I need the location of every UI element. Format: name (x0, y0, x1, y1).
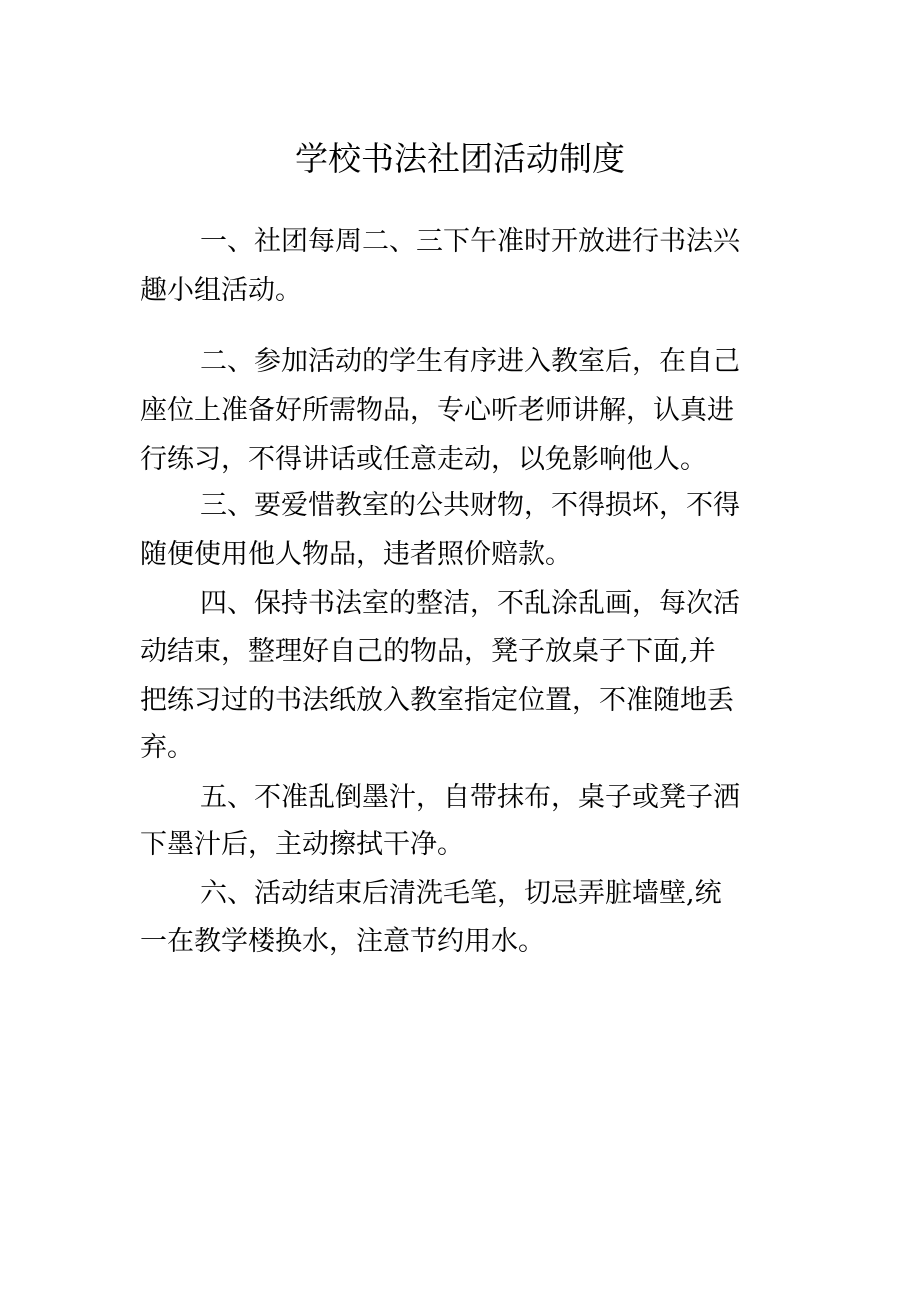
rule-4-line-3: 把练习过的书法纸放入教室指定位置，不准随地丢 (140, 685, 734, 716)
rule-3-line-1: 三、要爱惜教室的公共财物，不得损坏，不得 (200, 490, 740, 521)
document-title: 学校书法社团活动制度 (295, 139, 625, 178)
rule-2-line-2: 座位上准备好所需物品，专心听老师讲解，认真进 (140, 395, 734, 426)
rule-2-line-3: 行练习，不得讲话或任意走动，以免影响他人。 (140, 444, 707, 475)
rule-4-line-1: 四、保持书法室的整洁，不乱涂乱画，每次活 (200, 588, 740, 619)
rule-2-line-1: 二、参加活动的学生有序进入教室后，在自己 (200, 346, 740, 377)
rule-1-line-1: 一、社团每周二、三下午准时开放进行书法兴 (200, 226, 740, 257)
rule-5-line-1: 五、不准乱倒墨汁，自带抹布，桌子或凳子洒 (200, 782, 740, 813)
rule-3-line-2: 随便使用他人物品，违者照价赔款。 (140, 539, 572, 570)
rule-4-line-2: 动结束，整理好自己的物品，凳子放桌子下面,并 (140, 636, 716, 667)
rule-4-line-4: 弃。 (140, 732, 194, 763)
rule-5-line-2: 下墨汁后，主动擦拭干净。 (140, 829, 464, 860)
rule-6-line-2: 一在教学楼换水，注意节约用水。 (140, 926, 545, 957)
rule-1-line-2: 趣小组活动。 (140, 275, 302, 306)
rule-6-line-1: 六、活动结束后清洗毛笔，切忌弄脏墙壁,统 (200, 878, 722, 909)
